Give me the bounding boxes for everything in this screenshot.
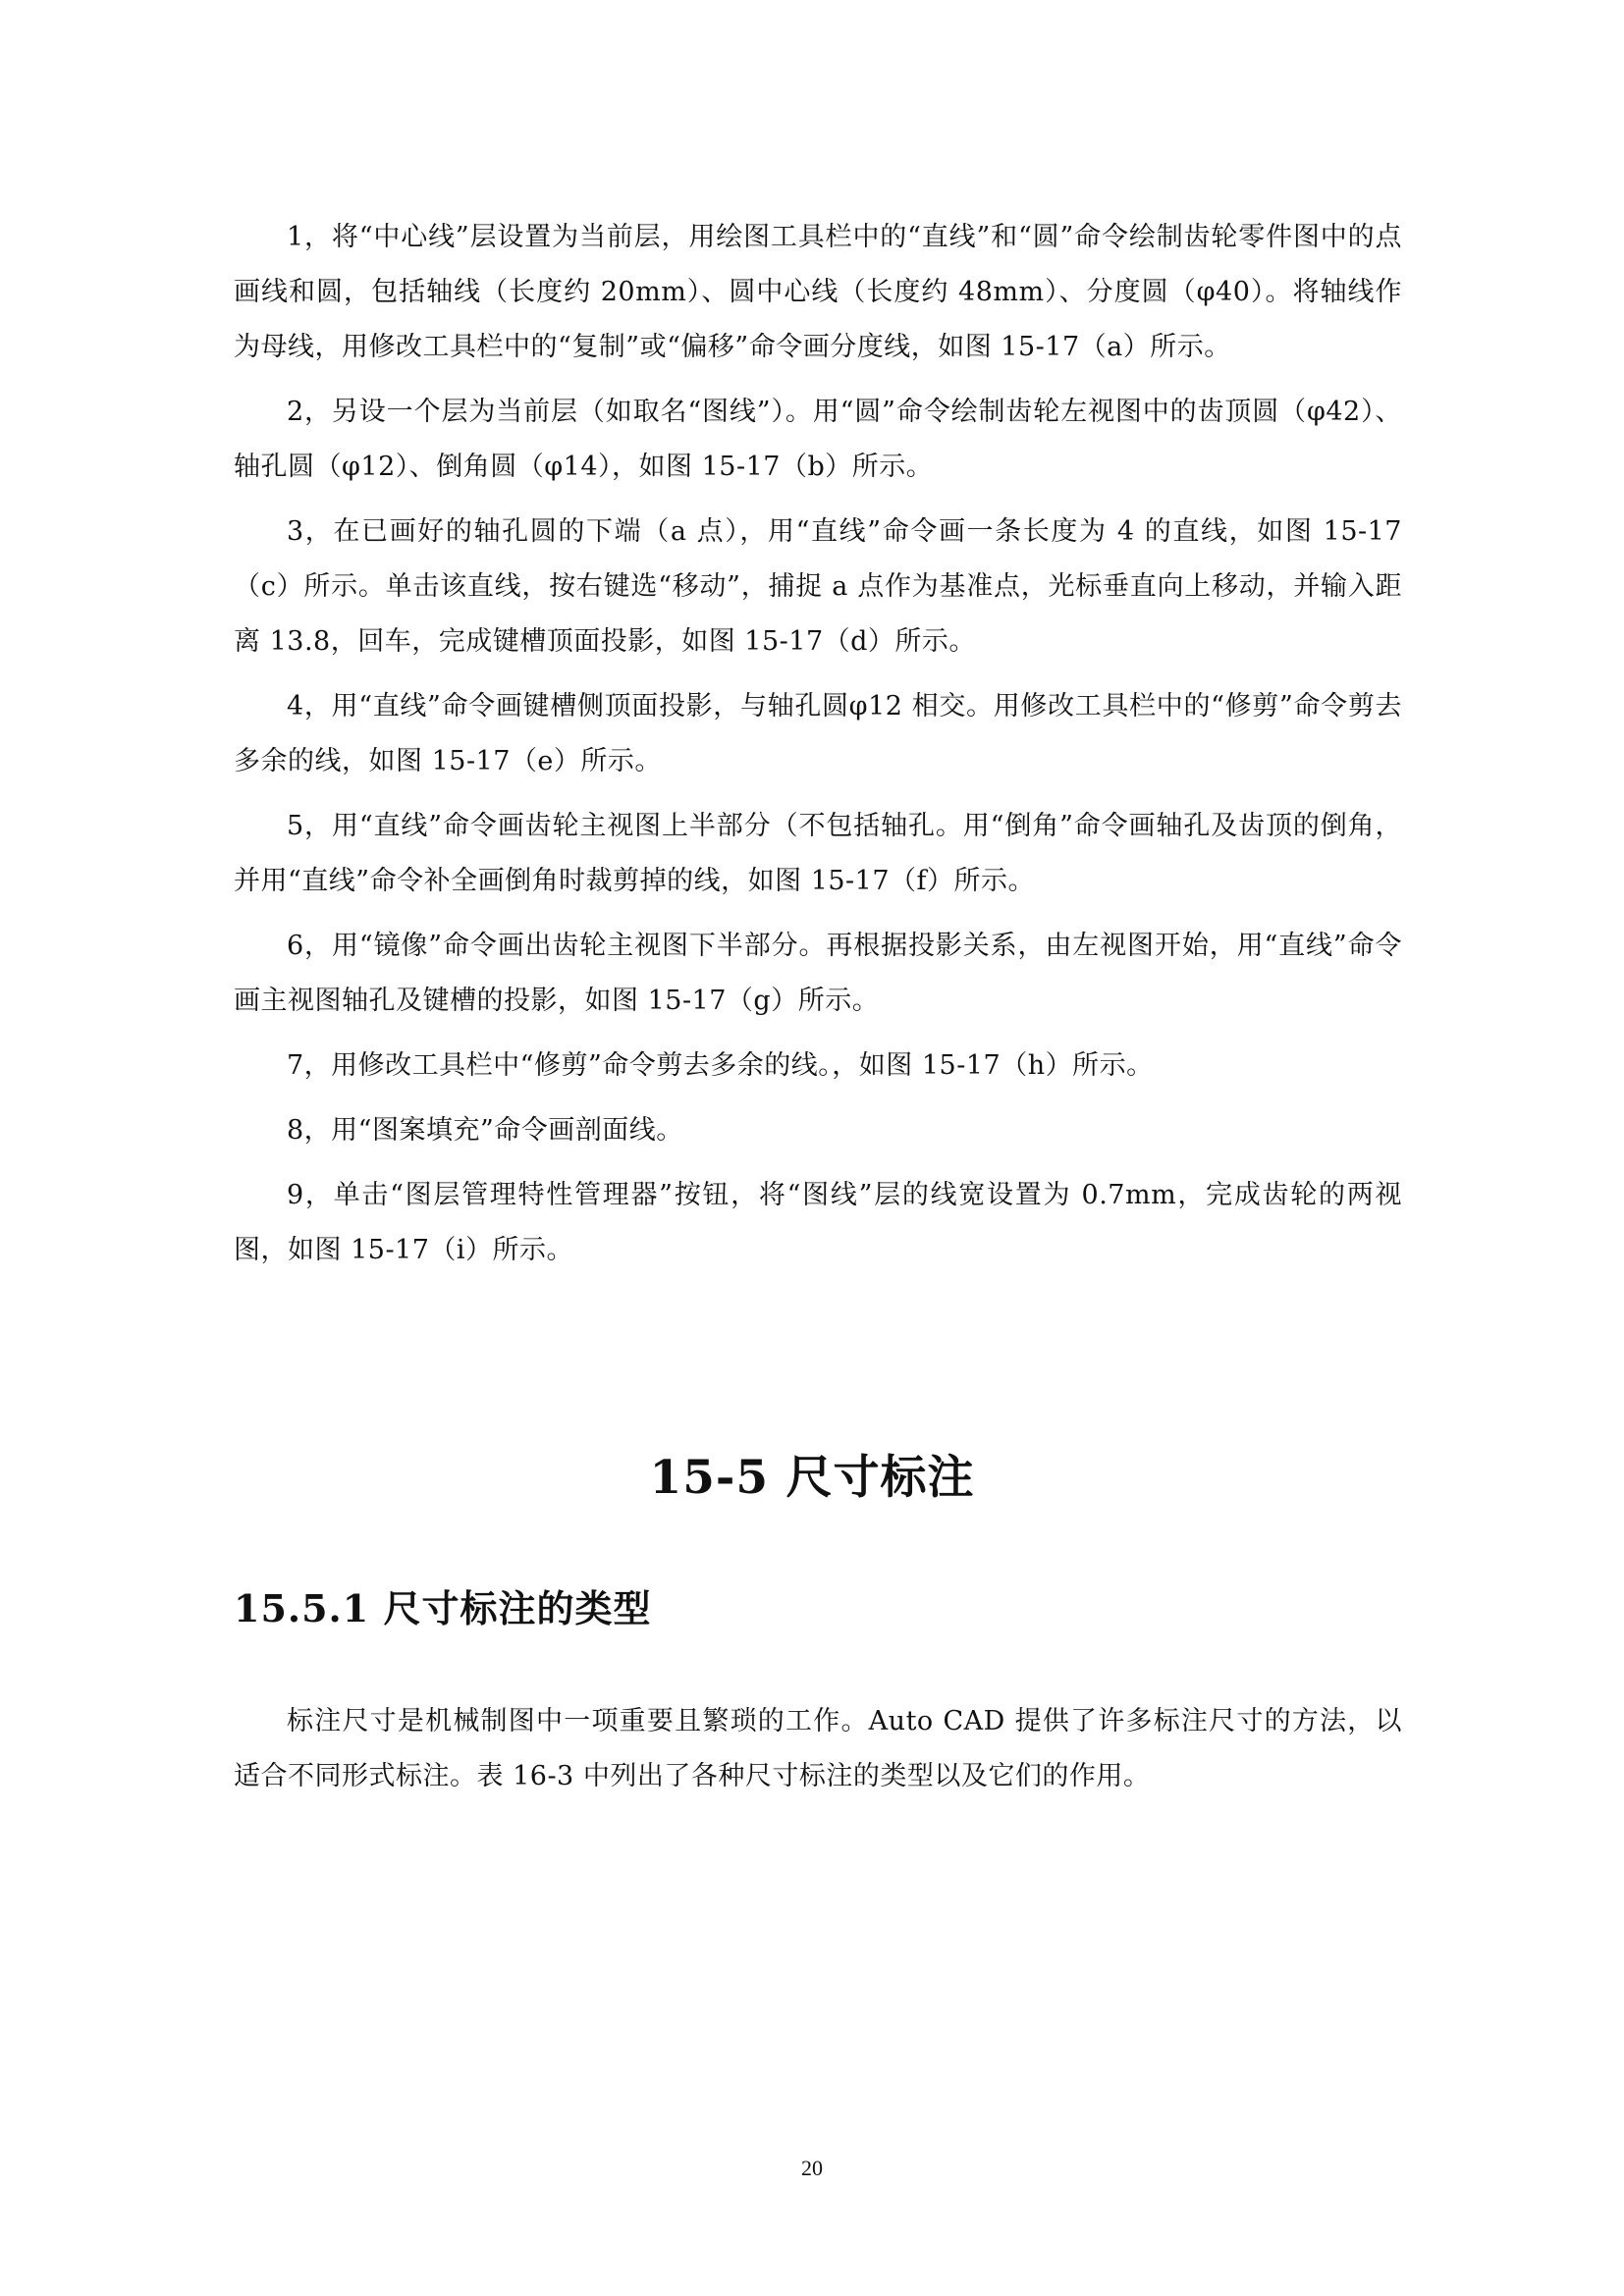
step-3: 3，在已画好的轴孔圆的下端（a 点），用“直线”命令画一条长度为 4 的直线，如图 15-17（c）所示。单击该直线，按右键选“移动”，捕捉 a 点作为基准点，光标垂直向上移动，并输入距离 13.8，回车，完成键槽顶面投影，如图 15-17（d）所示。	[234, 516, 1402, 657]
step-9: 9，单击“图层管理特性管理器”按钮，将“图线”层的线宽设置为 0.7mm，完成齿轮的两视图，如图 15-17（i）所示。	[234, 1180, 1402, 1265]
section-title: 15-5 尺寸标注	[649, 1451, 975, 1505]
step-4: 4，用“直线”命令画键槽侧顶面投影，与轴孔圆φ12 相交。用修改工具栏中的“修剪”命令剪去多余的线，如图 15-17（e）所示。	[234, 691, 1402, 776]
step-7: 7，用修改工具栏中“修剪”命令剪去多余的线。，如图 15-17（h）所示。	[287, 1050, 1154, 1081]
subsection-title: 15.5.1 尺寸标注的类型	[234, 1586, 652, 1630]
step-5: 5，用“直线”命令画齿轮主视图上半部分（不包括轴孔。用“倒角”命令画轴孔及齿顶的倒角，并用“直线”命令补全画倒角时裁剪掉的线，如图 15-17（f）所示。	[234, 811, 1402, 896]
step-2: 2，另设一个层为当前层（如取名“图线”）。用“圆”命令绘制齿轮左视图中的齿顶圆（φ42）、轴孔圆（φ12）、倒角圆（φ14），如图 15-17（b）所示。	[234, 397, 1402, 482]
procedure-steps	[234, 210, 1402, 1288]
intro-block	[234, 1694, 1402, 1814]
step-6: 6，用“镜像”命令画出齿轮主视图下半部分。再根据投影关系，由左视图开始，用“直线”命令画主视图轴孔及键槽的投影，如图 15-17（g）所示。	[234, 931, 1402, 1016]
intro-paragraph: 标注尺寸是机械制图中一项重要且繁琐的工作。Auto CAD 提供了许多标注尺寸的方法，以适合不同形式标注。表 16-3 中列出了各种尺寸标注的类型以及它们的作用。	[234, 1706, 1402, 1791]
step-1: 1，将“中心线”层设置为当前层，用绘图工具栏中的“直线”和“圆”命令绘制齿轮零件图中的点画线和圆，包括轴线（长度约 20mm）、圆中心线（长度约 48mm）、分度圆（φ40）。将轴线作为母线，用修改工具栏中的“复制”或“偏移”命令画分度线，如图 15-17（a）所示。	[234, 222, 1402, 362]
page-number: 20	[801, 2156, 823, 2180]
step-8: 8，用“图案填充”命令画剖面线。	[287, 1115, 683, 1146]
